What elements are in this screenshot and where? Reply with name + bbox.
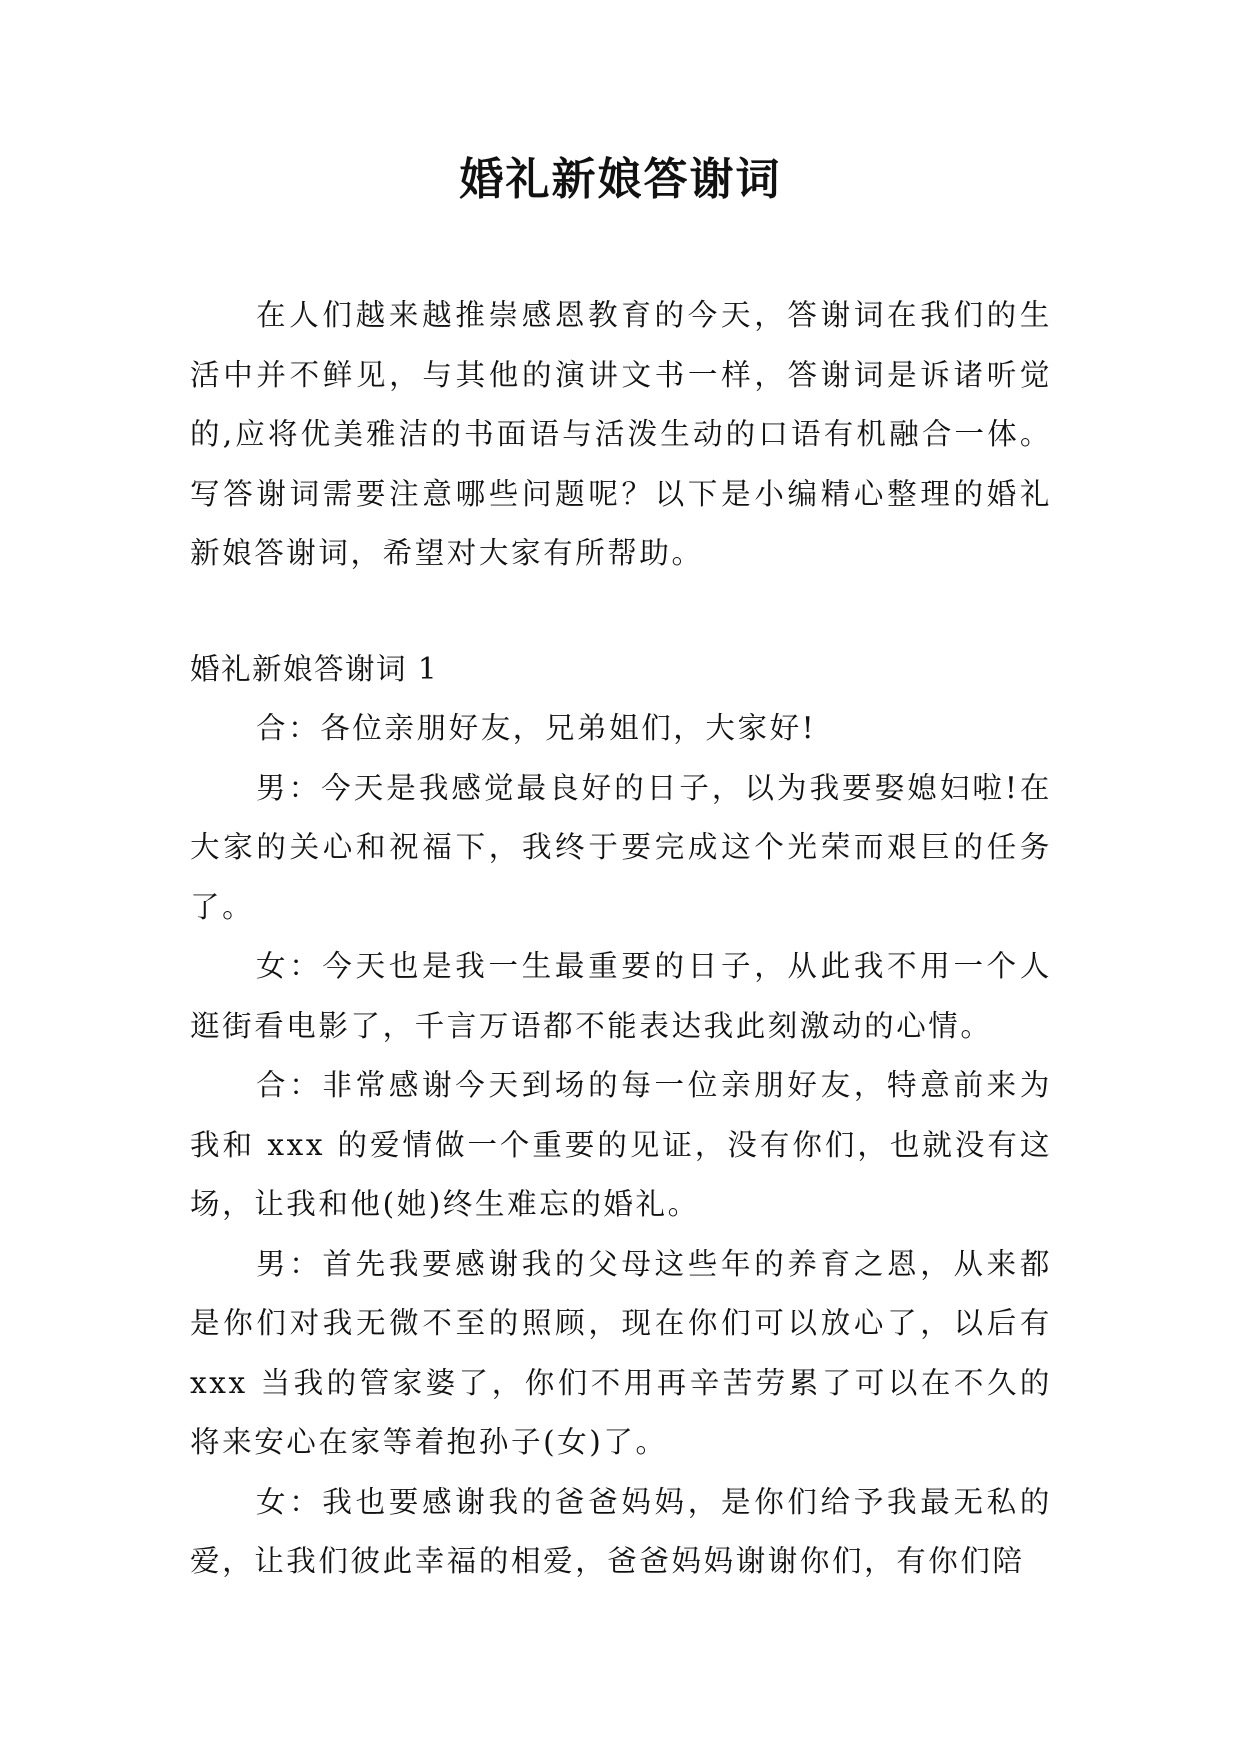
speech-paragraph: 合：非常感谢今天到场的每一位亲朋好友，特意前来为我和 xxx 的爱情做一个重要的见证，没有你们，也就没有这场，让我和他(她)终生难忘的婚礼。 bbox=[190, 1068, 1052, 1221]
speech-paragraph: 女：我也要感谢我的爸爸妈妈，是你们给予我最无私的爱，让我们彼此幸福的相爱，爸爸妈妈谢谢你们，有你们陪 bbox=[190, 1484, 1052, 1578]
document-body bbox=[190, 286, 1052, 1592]
speech-paragraph: 男：今天是我感觉最良好的日子，以为我要娶媳妇啦!在大家的关心和祝福下，我终于要完成这个光荣而艰巨的任务了。 bbox=[190, 770, 1052, 924]
section-heading: 婚礼新娘答谢词 1 bbox=[190, 651, 439, 686]
intro-paragraph: 在人们越来越推崇感恩教育的今天，答谢词在我们的生活中并不鲜见，与其他的演讲文书一样，答谢词是诉诸听觉的,应将优美雅洁的书面语与活泼生动的口语有机融合一体。写答谢词需要注意哪些问题呢？以下是小编精心整理的婚礼新娘答谢词，希望对大家有所帮助。 bbox=[190, 298, 1052, 570]
speech-paragraph: 男：首先我要感谢我的父母这些年的养育之恩，从来都是你们对我无微不至的照顾，现在你们可以放心了，以后有 xxx 当我的管家婆了，你们不用再辛苦劳累了可以在不久的将来安心在家等着抱孙子(女)了。 bbox=[190, 1246, 1052, 1459]
speech-paragraph: 女：今天也是我一生最重要的日子，从此我不用一个人逛街看电影了，千言万语都不能表达我此刻激动的心情。 bbox=[190, 949, 1052, 1043]
speech-paragraph: 合：各位亲朋好友，兄弟姐们，大家好! bbox=[256, 711, 817, 745]
document-title: 婚礼新娘答谢词 bbox=[459, 154, 782, 205]
